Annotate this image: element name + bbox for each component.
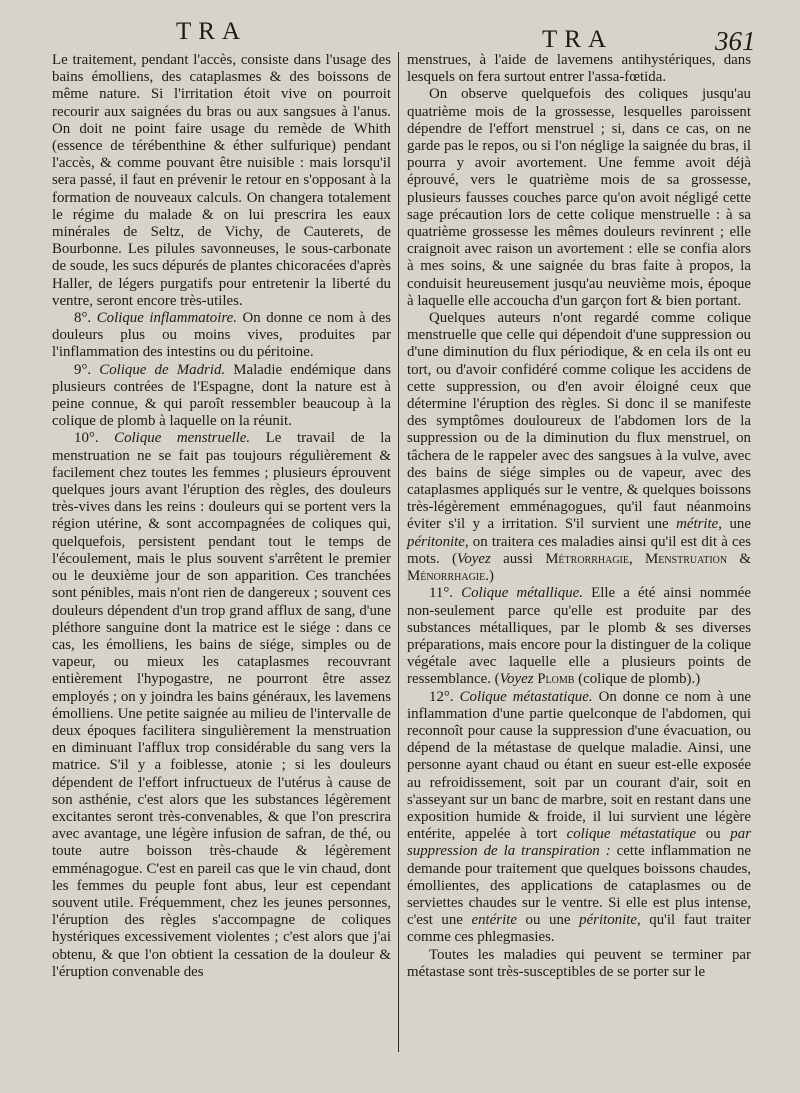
section-title: Colique menstruelle. (114, 430, 251, 447)
running-head-left: TRA (176, 18, 247, 45)
term-suppression-transpiration: par suppression de la transpiration : (407, 826, 751, 860)
left-column (52, 52, 391, 981)
section-number: 10°. (74, 430, 99, 447)
paragraph-colique-inflammatoire (52, 310, 391, 362)
section-number: 12°. (429, 688, 454, 705)
section-text: Elle a été ainsi nommée non-seulement parce qu'elle est produite par des substances métalliques, par le plomb & ses diverses préparations, mais encore pour la distinguer de la colique végétale avec laquelle elle a plusieurs points de ressemblance. ( (407, 585, 752, 688)
term-colique-metastatique: colique métastatique (566, 826, 697, 843)
section-number: 11°. (429, 585, 454, 602)
text-run: ) (488, 568, 494, 585)
text-run: , une (718, 516, 751, 533)
section-title: Colique de Madrid. (99, 361, 226, 378)
text-run: cette inflammation ne demande pour traitement que quelques boissons chaudes, émollientes, des applications de cataplasmes ou de serviettes chaudes sur le ventre. Si elle est plus intense, c'est une (407, 843, 751, 929)
paragraph-colique-madrid (52, 362, 391, 431)
text-run: , qu'il faut traiter comme ces phlegmasies. (407, 912, 751, 946)
paragraph-grossesse: On observe quelquefois des coliques jusqu'au quatrième mois de la grossesse, lesquelles paroissent dépendre de l'effort menstruel ; si, dans ce cas, on ne garde pas le repos, ou si l'on néglige la saignée du bras, il pourra y avoir avortement. Une femme avoit déjà éprouvé, vers le quatrième mois de sa grossesse, plusieurs fausses couches parce qu'on avoit négligé cette sage précaution lors de cette colique menstruelle : à sa quatrième grossesse les mêmes douleurs revinrent ; elle craignoit avec raison un avortement : elle se confia alors à mes soins, & une saignée du bras faite à propos, la conduisit heureusement jusqu'au neuvième mois, époque à laquelle elle accoucha d'un garçon fort & bien portant. (407, 86, 751, 309)
text-run: , on traitera ces maladies ainsi qu'il est dit à ces mots. ( (407, 533, 751, 567)
paragraph-continuation: menstrues, à l'aide de lavemens antihystériques, dans lesquels on fera surtout entrer l'assa-fœtida. (407, 52, 751, 86)
text-run: ou (705, 826, 721, 843)
text-run: ou une (525, 912, 571, 929)
paragraph-colique-metastatique (407, 689, 751, 947)
cross-reference-terms: Métrorrhagie, Menstruation & Ménorrhagie. (407, 550, 751, 585)
text-run: aussi (503, 550, 533, 567)
text-run: Quelques auteurs n'ont regardé comme colique menstruelle que celle qui dépendoit d'une suppression ou d'une diminution du flux périodique, & en cela ils ont eu tort, ou d'avoir confidéré comme colique les accidens de cette suppression, ou d'en avoir éloigné ceux que détermine l'éruption des règles. Si donc il se manifeste des symptômes douloureux de l'abdomen lors de la suppression ou de la diminution du flux menstruel, on tâchera de le rappeler avec des sangsues à la vulve, avec des bains de siége simples ou de vapeur, avec des cataplasmes appliqués sur le ventre, & quelques boissons très-légèrement emménagogues, qu'il faut néanmoins éviter s'il y a irritation. S'il survient une (407, 310, 751, 533)
cross-reference-plomb: Plomb (537, 671, 575, 688)
right-column (407, 52, 751, 981)
paragraph-colique-menstruelle (52, 430, 391, 981)
page-number: 361 (715, 26, 756, 56)
text-run: On donne ce nom à une inflammation d'une partie quelconque de l'abdomen, qui reconnoît pour cause la suppression d'une évacuation, ou dépend de la métastase de quelque maladie. Ainsi, une personne ayant chaud ou étant en sueur est-elle exposée au refroidissement, soit par un courant d'air, soit en s'asseyant sur un banc de marbre, soit en restant dans une exposition humide & froide, il lui survient une légère entérite, appelée à tort (407, 688, 751, 843)
term-enterite: entérite (471, 912, 517, 929)
term-metrite: métrite (676, 516, 719, 533)
section-title: Colique métallique. (461, 585, 584, 602)
section-title: Colique métastatique. (459, 688, 593, 705)
column-divider (398, 52, 399, 1052)
term-peritonite: péritonite (579, 912, 637, 929)
section-text: Le travail de la menstruation ne se fait pas toujours régulièrement & facilement chez toutes les femmes ; plusieurs éprouvent quelques jours avant l'éruption des règles, des douleurs très-vives dans les reins : douleurs qui se portent vers la région utérine, & sont accompagnées de coliques qui, quelquefois, persistent pendant tout le temps de l'écoulement, mais le plus souvent s'arrêtent le premier ou le deuxième jour de son apparition. Ces tranchées sont pénibles, mais n'ont rien de dangereux ; souvent ces douleurs dépendent d'un trop grand afflux de sang, d'une pléthore sanguine dont la matrice est le siége : dans ce cas, les émolliens, les bains de siége, simples ou de vapeur, ou mieux les cataplasmes recouvrant entièrement l'hypogastre, ne pourront être assez employés ; on y joindra les bains généraux, les lavemens émolliens. Une petite saignée au milieu de l'intervalle de deux époques facilitera singulièrement la menstruation en diminuant l'afflux trop considérable du sang vers la matrice. S'il y a foiblesse, atonie ; si les douleurs dépendent de l'effort infructueux de l'utérus à cause de son asthénie, c'est alors que les substances légèrement excitantes seront très-convenables, & que l'on prescrira avec avantage, une légère infusion de safran, de thé, ou toute autre boisson très-chaude & légèrement emménagogue. C'est en pareil cas que le vin chaud, dont les femmes du peuple font abus, leur est cependant souvent utile. Fréquemment, chez les jeunes personnes, l'éruption des règles s'accompagne de coliques hystériques excessivement violentes ; c'est alors que j'ai obtenu, & que l'on obtient la cessation de la douleur & l'éruption convenable des (52, 430, 391, 980)
section-text: Maladie endémique dans plusieurs contrées de l'Espagne, dont la nature est à peine connue, & qui paroît ressembler beaucoup à la colique de plomb à laquelle on la réunit. (52, 361, 391, 430)
paragraph-metastase: Toutes les maladies qui peuvent se terminer par métastase sont très-susceptibles de se porter sur le (407, 946, 751, 980)
paragraph-suppression (407, 310, 751, 585)
cross-reference-voyez: Voyez (499, 671, 534, 688)
section-number: 9°. (74, 361, 92, 378)
cross-reference-voyez: Voyez (456, 550, 491, 567)
paragraph-traitement: Le traitement, pendant l'accès, consiste dans l'usage des bains émolliens, des cataplasmes & des boissons de même nature. Si l'irritation étoit vive on pourroit recourir aux saignées du bras ou aux sangsues à l'anus. On doit ne point faire usage du remède de Whith (essence de térébenthine & éther sulfurique) pendant l'accès, & comme pouvant être nuisible : mais lorsqu'il sera passé, il faut en prévenir le retour en s'opposant à la formation de nouveaux calculs. On changera totalement le régime du malade & on lui prescrira les eaux minérales de Seltz, de Vichy, de Cauterets, de Bourbonne. Les pilules savonneuses, le sous-carbonate de soude, les sucs dépurés de plantes chicoracées d'après Haller, de légers purgatifs pour entretenir la liberté du ventre, seront encore très-utiles. (52, 52, 391, 309)
running-head-right: TRA (542, 26, 613, 53)
section-number: 8°. (74, 310, 92, 327)
term-peritonite: péritonite (407, 533, 465, 550)
paragraph-colique-metallique (407, 585, 751, 688)
section-title: Colique inflammatoire. (96, 310, 237, 327)
text-run: (colique de plomb).) (578, 671, 701, 688)
section-text: On donne ce nom à des douleurs plus ou moins vives, produites par l'inflammation des intestins ou du péritoine. (52, 310, 391, 361)
